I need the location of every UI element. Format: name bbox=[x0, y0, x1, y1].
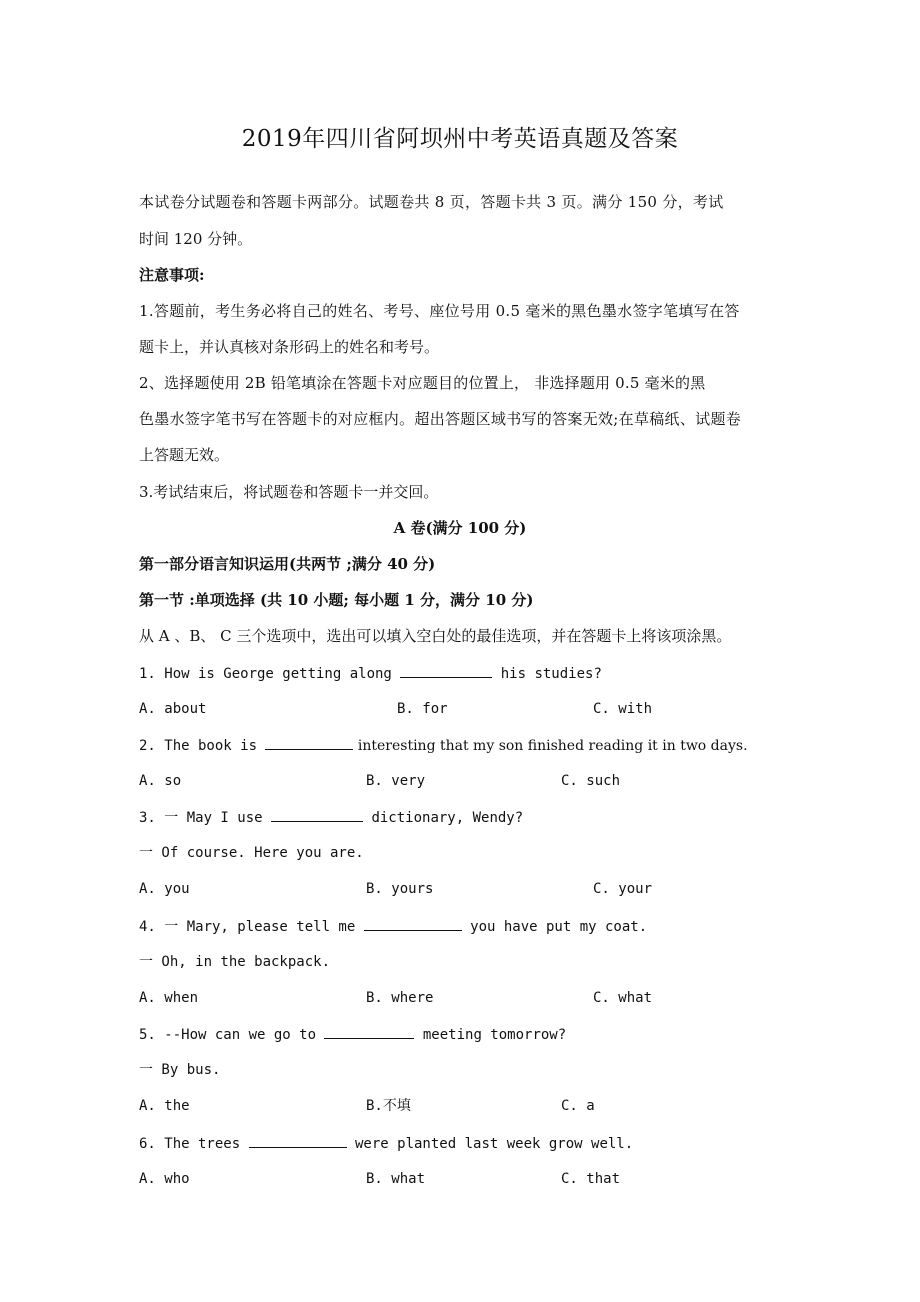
q3-option-a: A. you bbox=[139, 881, 190, 897]
question-3-reply: 一 Of course. Here you are. bbox=[139, 845, 364, 861]
question-5: 5. --How can we go to meeting tomorrow? bbox=[139, 1024, 789, 1045]
q6-option-b: B. what bbox=[366, 1171, 426, 1187]
q2-option-b: B. very bbox=[366, 773, 426, 789]
question-2: 2. The book is interesting that my son finished reading it in two days. bbox=[139, 735, 789, 756]
instruction-text: 从 A 、B、 C 三个选项中，选出可以填入空白处的最佳选项，并在答题卡上将该项涂黑。 bbox=[139, 627, 732, 645]
note-3: 3.考试结束后，将试题卷和答题卡一并交回。 bbox=[139, 483, 439, 501]
note-2-line-3: 上答题无效。 bbox=[139, 446, 230, 464]
answer-blank bbox=[249, 1133, 347, 1148]
q1-option-b: B. for bbox=[397, 701, 448, 717]
note-2-line-1: 2、选择题使用 2B 铅笔填涂在答题卡对应题目的位置上， 非选择题用 0.5 毫米的黑 bbox=[139, 374, 706, 392]
note-2-line-2: 色墨水签字笔书写在答题卡的对应框内。超出答题区域书写的答案无效;在草稿纸、试题卷 bbox=[139, 410, 742, 428]
note-1-line-1: 1.答题前，考生务必将自己的姓名、考号、座位号用 0.5 毫米的黑色墨水签字笔填写在答 bbox=[139, 302, 740, 320]
q3-option-b: B. yours bbox=[366, 881, 434, 897]
intro-line-1: 本试卷分试题卷和答题卡两部分。试题卷共 8 页，答题卡共 3 页。满分 150 分，考试 bbox=[139, 193, 724, 211]
q4-option-b: B. where bbox=[366, 990, 434, 1006]
intro-line-2: 时间 120 分钟。 bbox=[139, 230, 253, 248]
question-4: 4. 一 Mary, please tell me you have put my coat. bbox=[139, 916, 789, 937]
q5-option-c: C. a bbox=[561, 1098, 595, 1114]
q4-option-a: A. when bbox=[139, 990, 199, 1006]
question-6: 6. The trees were planted last week grow well. bbox=[139, 1133, 789, 1154]
q1-option-a: A. about bbox=[139, 701, 207, 717]
answer-blank bbox=[364, 916, 462, 931]
question-3: 3. 一 May I use dictionary, Wendy? bbox=[139, 807, 789, 828]
q5-option-b: B.不填 bbox=[366, 1098, 411, 1114]
notes-heading: 注意事项: bbox=[139, 266, 205, 284]
q1-option-c: C. with bbox=[593, 701, 653, 717]
section-1-heading: 第一节 :单项选择 (共 10 小题; 每小题 1 分，满分 10 分) bbox=[139, 591, 534, 609]
q4-option-c: C. what bbox=[593, 990, 653, 1006]
q6-option-c: C. that bbox=[561, 1171, 621, 1187]
q5-option-a: A. the bbox=[139, 1098, 190, 1114]
page-title: 2019年四川省阿坝州中考英语真题及答案 bbox=[241, 126, 679, 152]
question-4-reply: 一 Oh, in the backpack. bbox=[139, 954, 331, 970]
q2-option-c: C. such bbox=[561, 773, 621, 789]
q3-option-c: C. your bbox=[593, 881, 653, 897]
q2-option-a: A. so bbox=[139, 773, 182, 789]
q6-option-a: A. who bbox=[139, 1171, 190, 1187]
part-1-heading: 第一部分语言知识运用(共两节 ;满分 40 分) bbox=[139, 555, 436, 573]
answer-blank bbox=[265, 735, 353, 750]
answer-blank bbox=[400, 663, 492, 678]
note-1-line-2: 题卡上，并认真核对条形码上的姓名和考号。 bbox=[139, 338, 440, 356]
paper-a-heading: A 卷(满分 100 分) bbox=[393, 519, 527, 537]
question-5-reply: 一 By bus. bbox=[139, 1062, 221, 1078]
answer-blank bbox=[271, 807, 363, 822]
question-1: 1. How is George getting along his studies? bbox=[139, 663, 789, 684]
answer-blank bbox=[324, 1024, 414, 1039]
